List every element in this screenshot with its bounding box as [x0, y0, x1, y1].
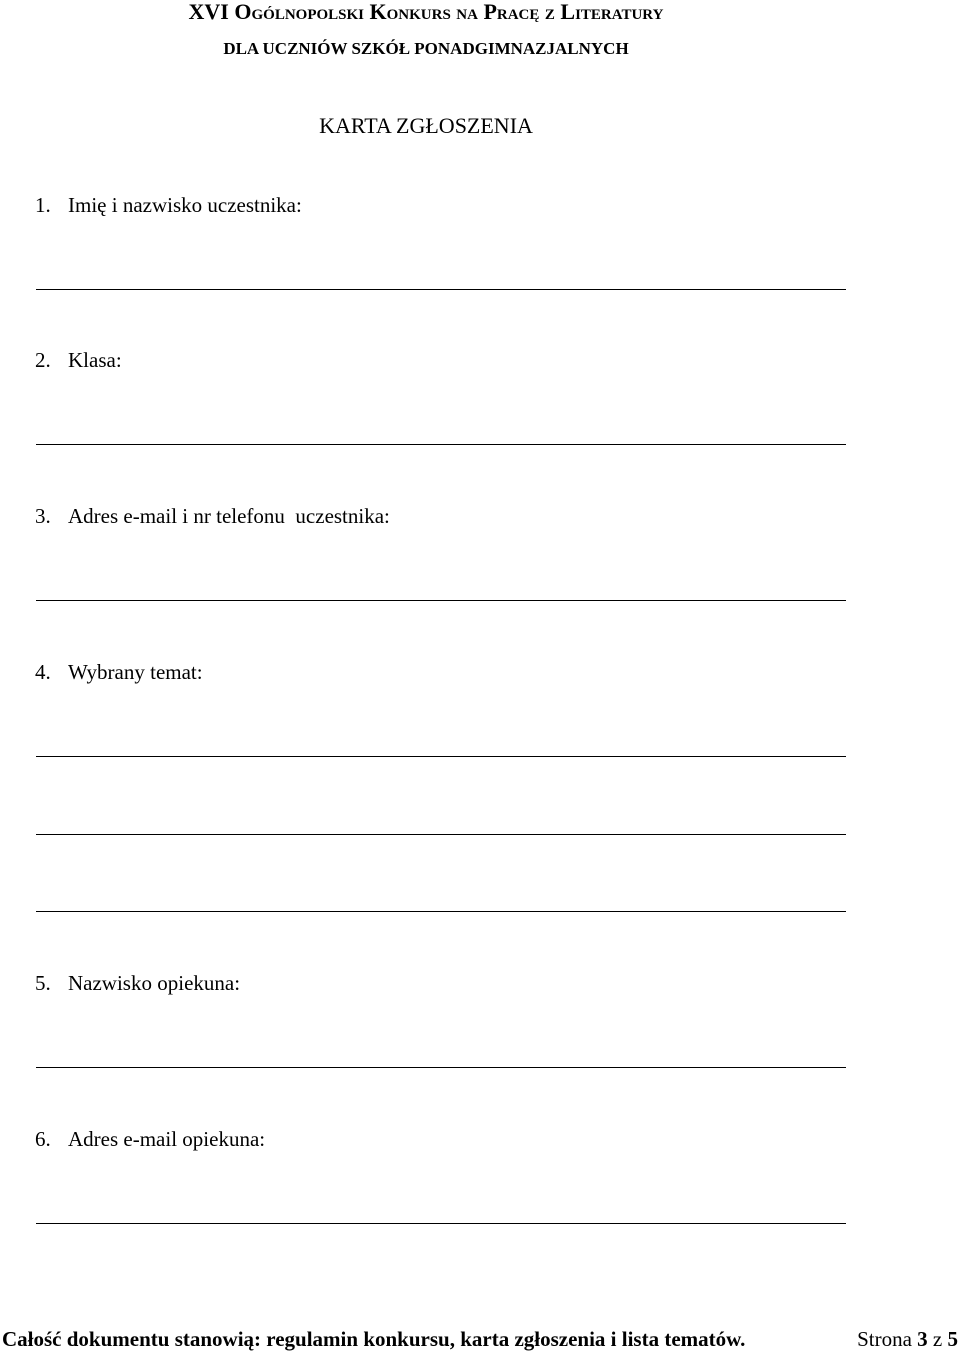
footer-note: Całość dokumentu stanowią: regulamin konkursu, karta zgłoszenia i lista tematów.	[2, 1327, 746, 1351]
field-number: 1.	[35, 193, 51, 217]
page-of: z	[932, 1327, 943, 1351]
answer-line-chosen-topic-3[interactable]	[36, 911, 846, 912]
field-label-text: Wybrany temat:	[68, 660, 203, 684]
answer-line-chosen-topic-1[interactable]	[36, 756, 846, 757]
answer-line-supervisor-email[interactable]	[36, 1223, 846, 1224]
field-number: 3.	[35, 504, 51, 528]
contest-title: XVI Ogólnopolski Konkurs na Pracę z Literatury	[188, 0, 664, 24]
page-total: 5	[947, 1327, 958, 1351]
field-label-supervisor-name	[35, 971, 240, 995]
field-number: 4.	[35, 660, 51, 684]
field-label-text: Adres e-mail opiekuna:	[68, 1127, 266, 1151]
field-label-participant-contact	[35, 504, 390, 528]
answer-line-class[interactable]	[36, 444, 846, 445]
field-label-text: Imię i nazwisko uczestnika:	[68, 193, 302, 217]
field-label-supervisor-email	[35, 1127, 265, 1151]
contest-subtitle: DLA UCZNIÓW SZKÓŁ PONADGIMNAZJALNYCH	[223, 39, 629, 58]
page-footer	[0, 1326, 960, 1353]
field-number: 5.	[35, 971, 51, 995]
field-label-text: Adres e-mail i nr telefonu uczestnika:	[68, 504, 390, 528]
field-label-class	[35, 348, 122, 372]
answer-line-supervisor-name[interactable]	[36, 1067, 846, 1068]
form-title: KARTA ZGŁOSZENIA	[319, 113, 533, 138]
page-number	[857, 1326, 958, 1353]
field-label-text: Nazwisko opiekuna:	[68, 971, 241, 995]
field-label-text: Klasa:	[68, 348, 122, 372]
page-prefix: Strona	[857, 1327, 912, 1351]
field-label-participant-name	[35, 193, 302, 217]
answer-line-participant-name[interactable]	[36, 289, 846, 290]
answer-line-chosen-topic-2[interactable]	[36, 834, 846, 835]
field-number: 2.	[35, 348, 51, 372]
answer-line-participant-contact[interactable]	[36, 600, 846, 601]
page-current: 3	[917, 1327, 928, 1351]
field-label-chosen-topic	[35, 660, 203, 684]
field-number: 6.	[35, 1127, 51, 1151]
